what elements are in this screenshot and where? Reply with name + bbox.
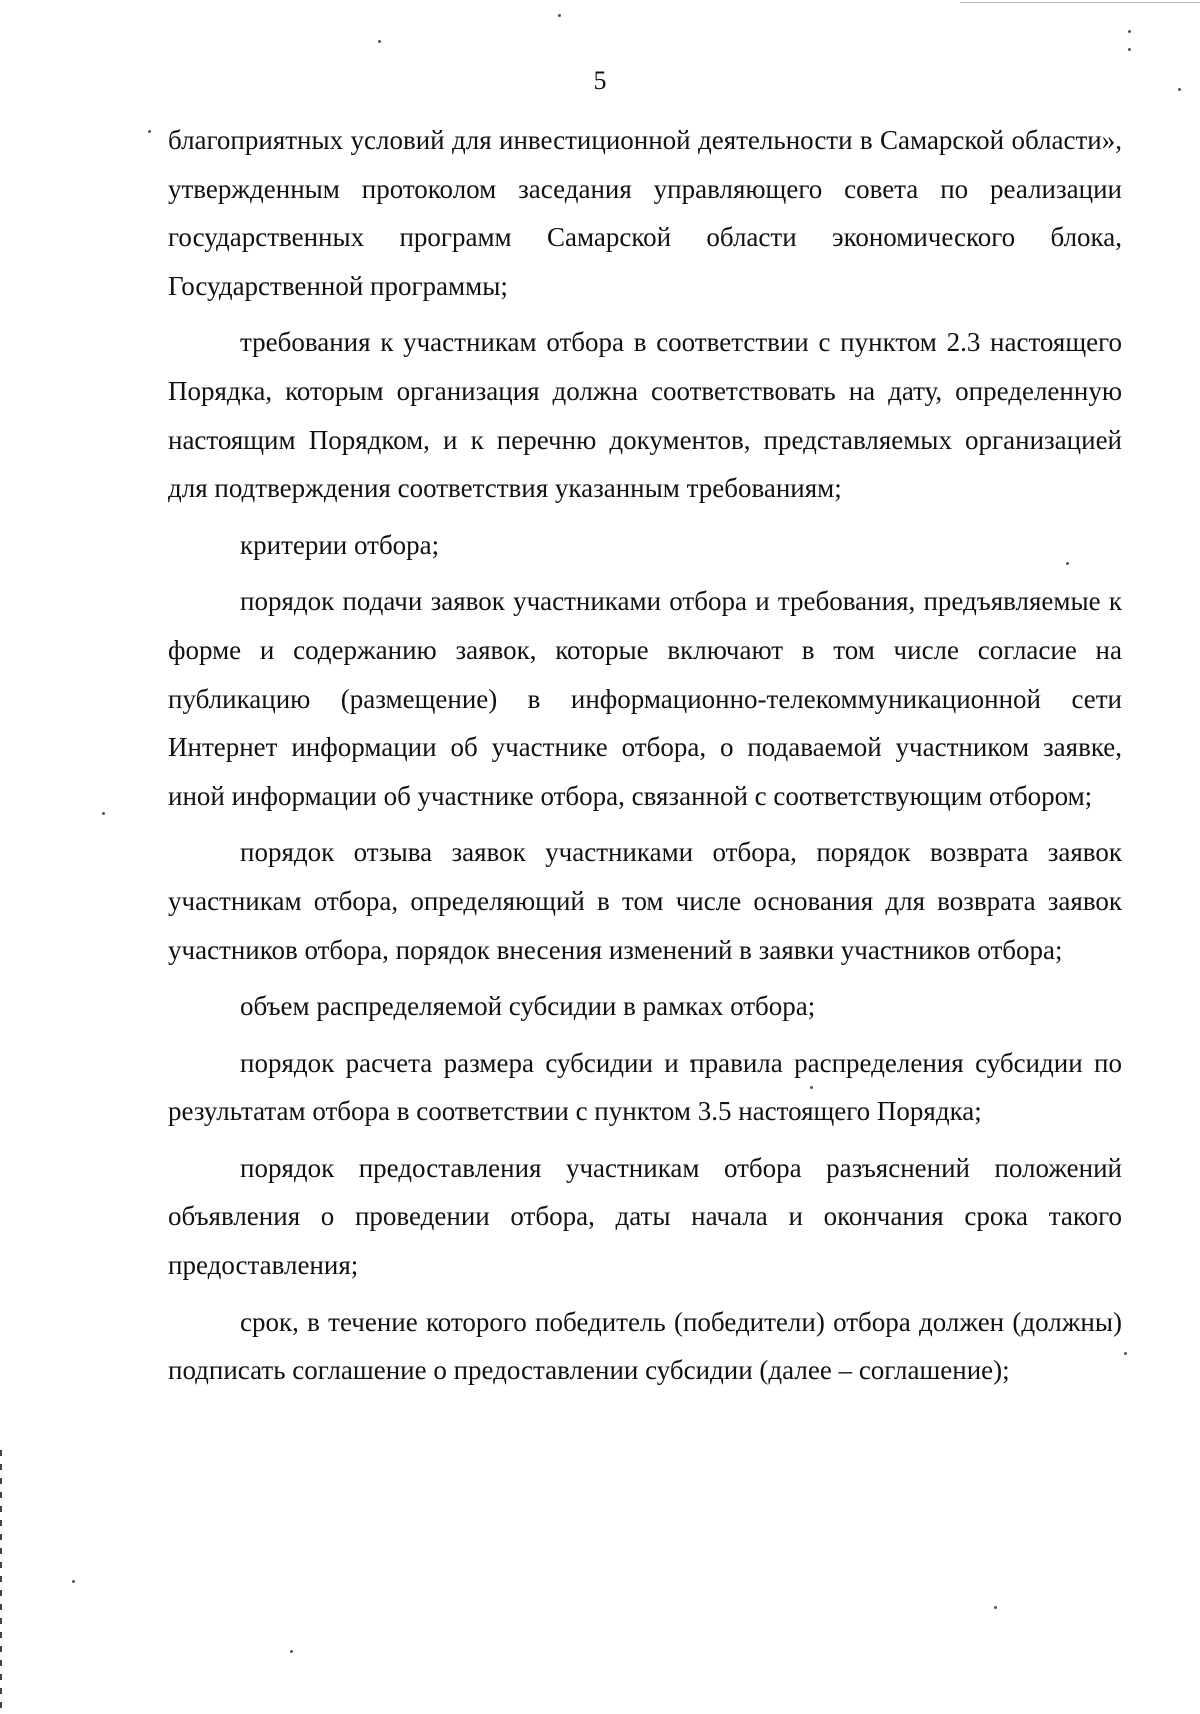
scan-speck <box>558 14 561 17</box>
paragraph: порядок расчета размера субсидии и правила распределения субсидии по результатам отбора в соответствии с пунктом 3.5 настоящего Порядка; <box>168 1047 1122 1127</box>
scan-speck <box>378 40 381 43</box>
document-body <box>168 116 1122 1403</box>
scan-speck <box>994 1606 997 1609</box>
scan-speck <box>1124 1352 1127 1355</box>
paragraph: порядок подачи заявок участниками отбора и требования, предъявляемые к форме и содержанию заявок, которые включают в том числе согласие на публикацию (размещение) в информационно-телекоммуникационной сети Интернет информации об участнике отбора, о подаваемой участником заявке, иной информации об участнике отбора, связанной с соответствующим отбором; <box>168 586 1122 811</box>
scan-edge-line <box>960 2 1200 3</box>
scan-speck <box>1128 48 1131 51</box>
scan-speck <box>148 130 151 133</box>
paragraph: порядок отзыва заявок участниками отбора, порядок возврата заявок участникам отбора, определяющий в том числе основания для возврата заявок участников отбора, порядок внесения изменений в заявки участников отбора; <box>168 837 1122 965</box>
scan-speck <box>102 812 105 815</box>
paragraph: срок, в течение которого победитель (победители) отбора должен (должны) подписать соглашение о предоставлении субсидии (далее – соглашение); <box>168 1306 1122 1386</box>
scan-speck <box>72 1580 75 1583</box>
page-number: 5 <box>593 66 607 95</box>
paragraph: требования к участникам отбора в соответствии с пунктом 2.3 настоящего Порядка, которым организация должна соответствовать на дату, определенную настоящим Порядком, и к перечню документов, представляемых организацией для подтверждения соответствия указанным требованиям; <box>168 327 1122 504</box>
scan-edge-marks <box>0 1450 2 1714</box>
paragraph: объем распределяемой субсидии в рамках отбора; <box>240 991 816 1022</box>
scan-speck <box>1128 30 1131 33</box>
paragraph: критерии отбора; <box>240 529 440 560</box>
paragraph: благоприятных условий для инвестиционной деятельности в Самарской области», утвержденным протоколом заседания управляющего совета по реализации государственных программ Самарской области экономического блока, Государственной программы; <box>168 125 1122 301</box>
scan-speck <box>290 1650 293 1653</box>
paragraph: порядок предоставления участникам отбора разъяснений положений объявления о проведении отбора, даты начала и окончания срока такого предоставления; <box>168 1152 1122 1281</box>
